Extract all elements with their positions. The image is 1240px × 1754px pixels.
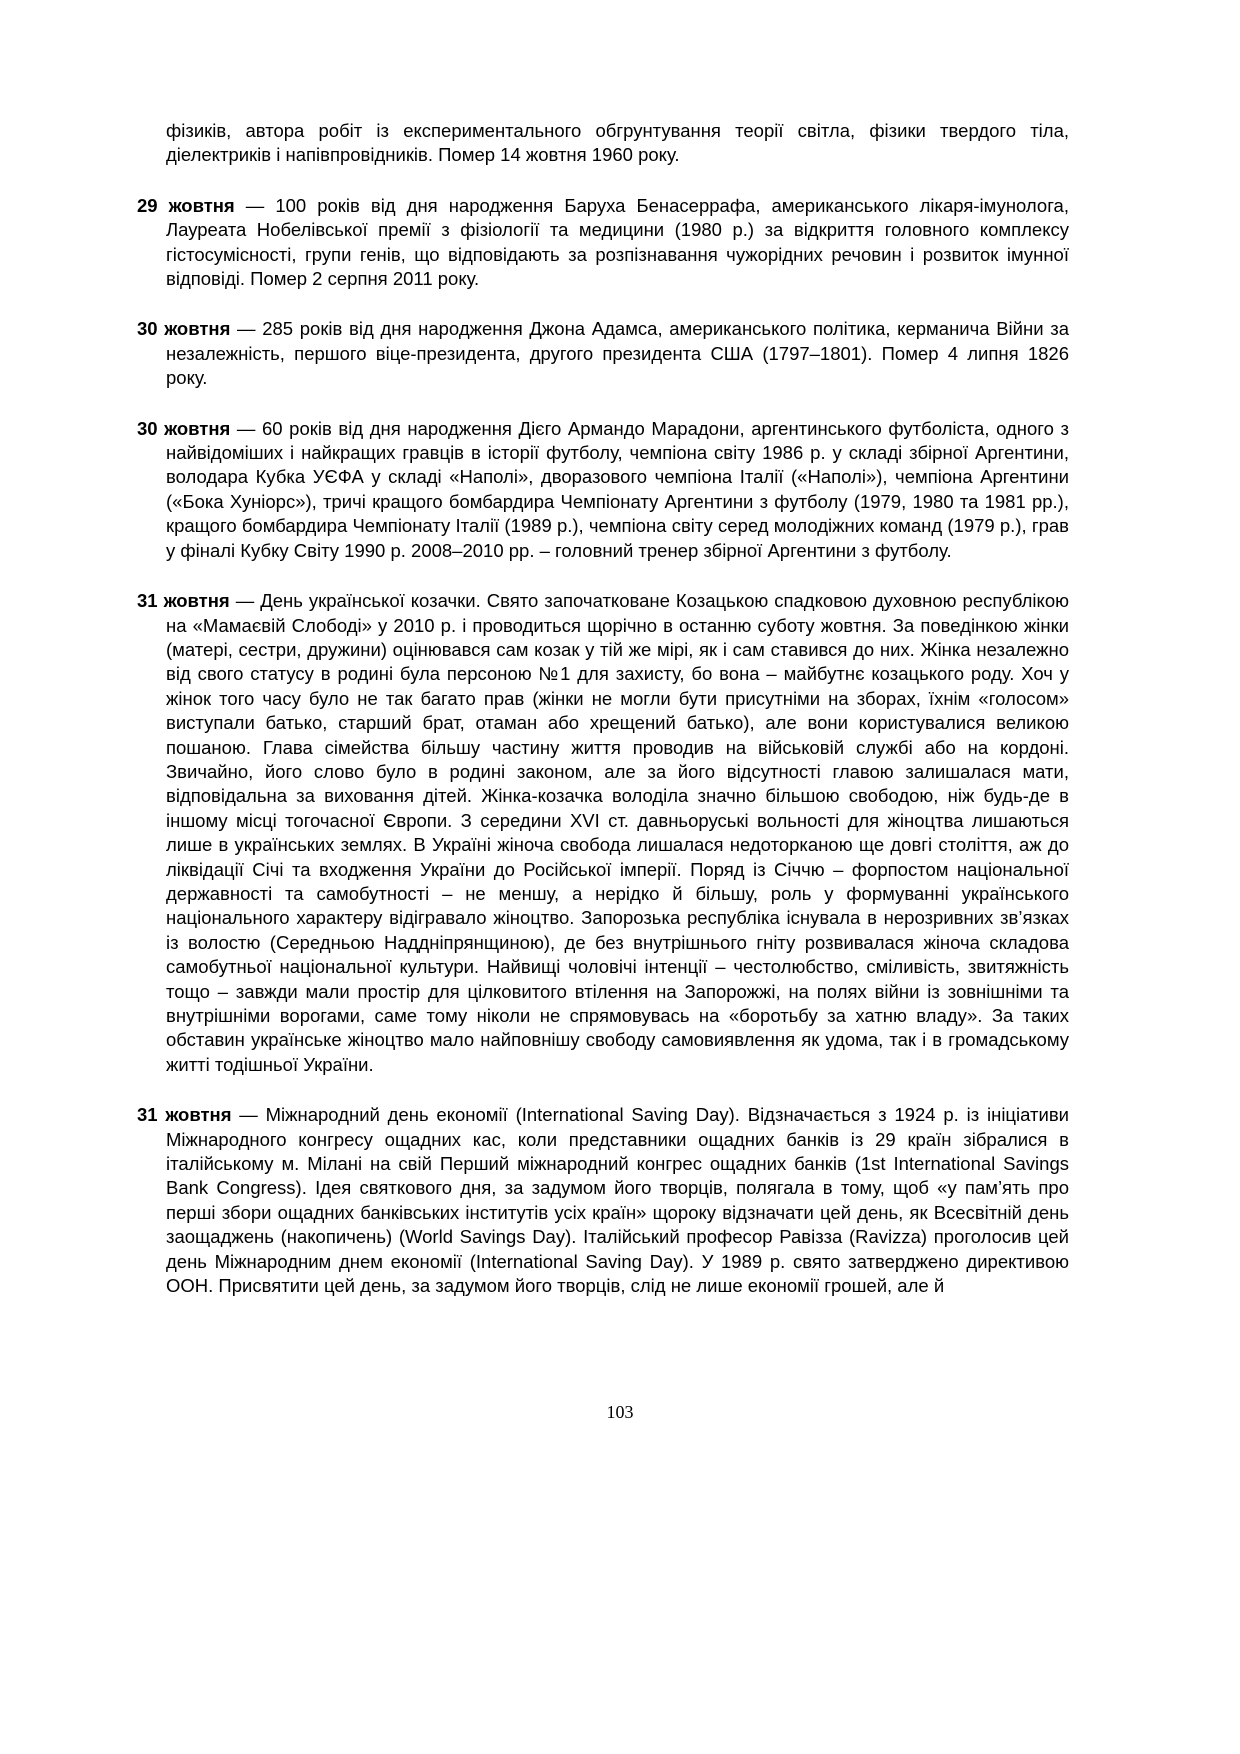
entry-date: 30 жовтня — [137, 318, 231, 340]
entry-benacerraf — [137, 194, 1069, 292]
entry-text: — 285 років від дня народження Джона Адамса, американського політика, керманича Війни за незалежність, першого віце-президента, другого президента США (1797–1801). Помер 4 липня 1826 року. — [166, 318, 1069, 389]
entry-date: 31 жовтня — [137, 1104, 232, 1126]
entry-text: — День української козачки. Свято започатковане Козацькою спадковою духовною республікою на «Мамаєвій Слободі» у 2010 р. і проводиться щорічно в останню суботу жовтня. За поведінкою жінки (матері, сестри, дружини) оцінювався сам козак у тій же мірі, як і сам ставився до них. Жінка незалежно від свого статусу в родині була персоною №1 для захисту, бо вона – майбутнє козацького роду. Хоч у жінок того часу було не так багато прав (жінки не могли бути присутніми на зборах, їхнім «голосом» виступали батько, старший брат, отаман або хрещений батько), але вони користувалися великою пошаною. Глава сімейства більшу частину життя проводив на військовій службі або на кордоні. Звичайно, його слово було в родині законом, але за його відсутності главою залишалася мати, відповідальна за виховання дітей. Жінка-козачка володіла значно більшою свободою, ніж будь-де в іншому місці тогочасної Європи. З середини XVI ст. давньоруські вольності для жіноцтва лишаються лише в українських землях. В Україні жіноча свобода лишалася недоторканою ще довгі століття, аж до ліквідації Січі та входження України до Російської імперії. Поряд із Січчю – форпостом національної державності та самобутності – не меншу, а нерідко й більшу, роль у формуванні українського національного характеру відігравало жіноцтво. Запорозька республіка існувала в нерозривних зв’язках із волостю (Середньою Наддніпрянщиною), де без внутрішнього гніту розвивалася жіноча складова самобутньої національної культури. Найвищі чоловічі інтенції – честолюбство, сміливість, звитяжність тощо – завжди мали простір для цілковитого втілення на Запорожжі, на полях війни із зовнішніми та внутрішніми ворогами, саме тому ніколи не спрямовувась на «боротьбу за хатню владу». За таких обставин українське жіноцтво мало найповнішу свободу самовиявлення як удома, так і в громадському житті тодішньої України. — [166, 590, 1069, 1075]
entry-maradona — [137, 417, 1069, 563]
entry-kozachka-day — [137, 589, 1069, 1077]
entry-text: фізиків, автора робіт із експериментального обгрунтування теорії світла, фізики твердого тіла, діелектриків і напівпровідників. Помер 14 жовтня 1960 року. — [166, 120, 1069, 166]
entry-saving-day — [137, 1103, 1069, 1298]
entry-adams — [137, 317, 1069, 390]
entry-text: — 60 років від дня народження Дієго Армандо Марадони, аргентинського футболіста, одного з найвідоміших і найкращих гравців в історії футболу, чемпіона світу 1986 р. у складі збірної Аргентини, володара Кубка УЄФА у складі «Наполі», дворазового чемпіона Італії («Наполі»), чемпіона Аргентини («Бока Хуніорс»), тричі кращого бомбардира Чемпіонату Аргентини з футболу (1979, 1980 та 1981 рр.), кращого бомбардира Чемпіонату Італії (1989 р.), чемпіона світу серед молодіжних команд (1979 р.), грав у фіналі Кубку Світу 1990 р. 2008–2010 рр. – головний тренер збірної Аргентини з футболу. — [166, 417, 1069, 561]
entry-text: — 100 років від дня народження Баруха Бенасеррафа, американського лікаря-імунолога, Лауреата Нобелівської премії з фізіології та медицини (1980 р.) за відкриття головного комплексу гістосумісності, групи генів, що відповідають за розпізнавання чужорідних речовин і розвиток імунної відповіді. Помер 2 серпня 2011 року. — [166, 194, 1069, 290]
entry-continuation — [137, 119, 1069, 168]
page-body — [137, 119, 1069, 1324]
entry-date: 31 жовтня — [137, 590, 230, 612]
entry-text: — Міжнародний день економії (International Saving Day). Відзначається з 1924 р. із ініціативи Міжнародного конгресу ощадних кас, коли представники ощадних банків із 29 країн зібралися в італійському м. Мілані на свій Перший міжнародний конгрес ощадних банків (1st International Savings Bank Congress). Ідея святкового дня, за задумом його творців, полягала в тому, щоб «у пам’ять про перші збори ощадних банківських інститутів усіх країн» щороку відзначати цей день, як Всесвітній день заощаджень (накопичень) (World Savings Day). Італійський професор Равізза (Ravizza) проголосив цей день Міжнародним днем економії (International Saving Day). У 1989 р. свято затверджено директивою ООН. Присвятити цей день, за задумом його творців, слід не лише економії грошей, але й — [166, 1104, 1069, 1297]
page-number: 103 — [606, 1402, 634, 1422]
entry-date: 29 жовтня — [137, 194, 235, 216]
entry-date: 30 жовтня — [137, 417, 231, 439]
